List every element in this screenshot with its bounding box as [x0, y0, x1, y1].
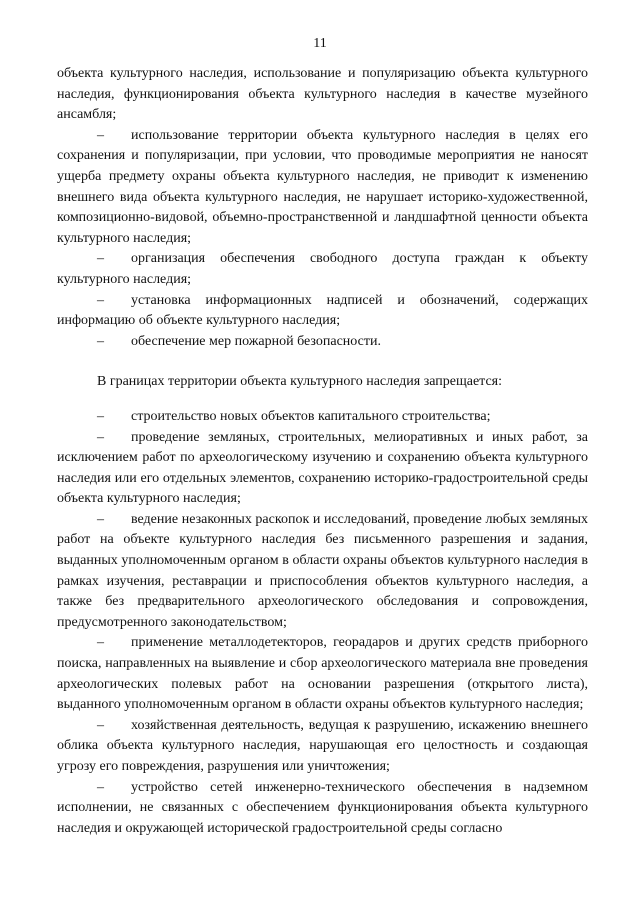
document-body [57, 64, 588, 839]
list-item [57, 407, 588, 428]
list-item-text: организация обеспечения свободного доступа граждан к объекту культурного наследия; [57, 251, 588, 287]
list-item-text: хозяйственная деятельность, ведущая к разрушению, искажению внешнего облика объекта культурного наследия, нарушающая его целостность и создающая угрозу его повреждения, разрушения или уничтожения; [57, 717, 588, 774]
list-item [57, 716, 588, 778]
list-dash: – [97, 408, 104, 424]
list-item-text: проведение земляных, строительных, мелиоративных и иных работ, за исключением работ по археологическому изучению и сохранению объекта культурного наследия или его отдельных элементов, сохранению историко-градостроительной среды объекта культурного наследия; [57, 429, 588, 507]
list-item [57, 510, 588, 634]
list-item [57, 249, 588, 290]
list-item [57, 126, 588, 250]
list-item [57, 778, 588, 840]
list-dash: – [97, 333, 104, 349]
list-dash: – [97, 127, 104, 143]
section-gap [57, 352, 588, 372]
list-item [57, 291, 588, 332]
list-item-text: использование территории объекта культурного наследия в целях его сохранения и популяризации, при условии, что проводимые мероприятия не наносят ущерба предмету охраны объекта культурного наследия, не приводит к изменению внешнего вида объекта культурного наследия, не нарушает историко-художественной, композиционно-видовой, объемно-пространственной и ландшафтной ценности объекта культурного наследия; [57, 127, 588, 246]
list-dash: – [97, 779, 104, 795]
list-dash: – [97, 429, 104, 445]
list-dash: – [97, 635, 104, 651]
list-dash: – [97, 251, 104, 267]
section-gap [57, 393, 588, 407]
list-dash: – [97, 511, 104, 527]
section-heading: В границах территории объекта культурного наследия запрещается: [97, 374, 503, 390]
list-dash: – [97, 717, 104, 733]
list-item [57, 428, 588, 510]
list-item [57, 633, 588, 715]
list-item-text: обеспечение мер пожарной безопасности. [131, 333, 381, 349]
list-item-text: ведение незаконных раскопок и исследований, проведение любых земляных работ на объекте культурного наследия без письменного разрешения и задания, выданных уполномоченным органом в области охраны объектов культурного наследия в рамках изучения, реставрации и приспособления объектов культурного наследия, а также без предварительного археологического обследования и сопровождения, предусмотренного законодательством; [57, 511, 588, 630]
list-item-text: строительство новых объектов капитального строительства; [131, 408, 491, 424]
list-item-text: установка информационных надписей и обозначений, содержащих информацию об объекте культурного наследия; [57, 292, 588, 329]
page-number: 11 [313, 36, 327, 51]
list-item-text: устройство сетей инженерно-технического обеспечения в надземном исполнении, не связанных с обеспечением функционирования объекта культурного наследия и окружающей исторической градостроительной среды согласно [57, 779, 588, 836]
list-item-text: применение металлодетекторов, георадаров и других средств приборного поиска, направленных на выявление и сбор археологического материала вне проведения археологических полевых работ на основании разрешения (открытого листа), выданного уполномоченным органом в области охраны объектов культурного наследия; [57, 635, 588, 713]
continued-paragraph: объекта культурного наследия, использование и популяризацию объекта культурного наследия, функционирования объекта культурного наследия в качестве музейного ансамбля; [57, 66, 588, 123]
list-item [57, 332, 588, 353]
list-dash: – [97, 292, 104, 308]
